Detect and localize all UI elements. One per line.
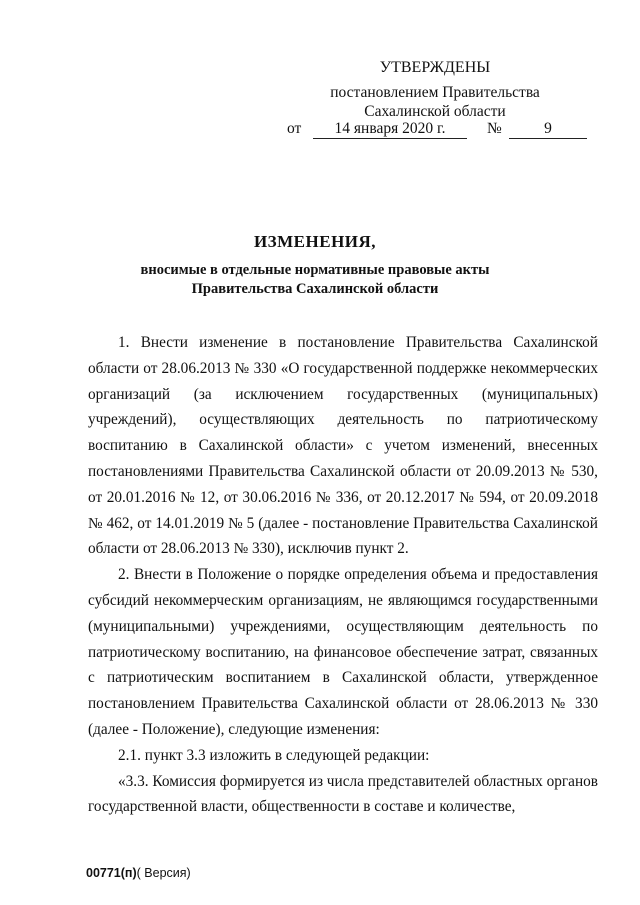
document-title: ИЗМЕНЕНИЯ, xyxy=(253,232,377,251)
approval-dateline xyxy=(287,119,587,139)
subtitle-line-2: Правительства Сахалинской области xyxy=(191,281,439,297)
document-version: ( Версия) xyxy=(136,866,191,880)
approval-line-1: постановлением Правительства xyxy=(330,84,540,101)
approval-title: УТВЕРЖДЕНЫ xyxy=(379,59,491,76)
paragraph-2: 2. Внести в Положение о порядке определения объема и предоставления субсидий некоммерческим организациям, не являющимся государственными (муниципальными) учреждениями, осуществляющим деятельность по патриотическому воспитанию, на финансовое обеспечение затрат, связанных с патриотическим воспитанием в Сахалинской области, утвержденное постановлением Правительства Сахалинской области от 28.06.2013 № 330 (далее - Положение), следующие изменения: xyxy=(88,566,598,738)
paragraph-2-1: 2.1. пункт 3.3 изложить в следующей редакции: xyxy=(118,746,430,764)
approval-number: 9 xyxy=(509,119,587,139)
subtitle-line-1: вносимые в отдельные нормативные правовые акты xyxy=(140,262,490,278)
document-code: 00771(п) xyxy=(86,866,137,880)
page-footer xyxy=(86,866,191,880)
approval-line-2: Сахалинской области xyxy=(364,103,506,120)
document-body xyxy=(88,330,598,820)
document-heading xyxy=(100,232,530,299)
document-subtitle xyxy=(100,261,530,299)
paragraph-1: 1. Внести изменение в постановление Правительства Сахалинской области от 28.06.2013 № 330 «О государственной поддержке некоммерческих организаций (за исключением государственных (муниципальных) учреждений), осуществляющих деятельность по патриотическому воспитанию в Сахалинской области» с учетом изменений, внесенных постановлениями Правительства Сахалинской области от 20.09.2013 № 530, от 20.01.2016 № 12, от 30.06.2016 № 336, от 20.12.2017 № 594, от 20.09.2018 № 462, от 14.01.2019 № 5 (далее - постановление Правительства Сахалинской области от 28.06.2013 № 330), исключив пункт 2. xyxy=(88,334,598,558)
paragraph-3-3-quote: «3.3. Комиссия формируется из числа представителей областных органов государственной власти, общественности в составе и количестве, xyxy=(88,772,598,816)
number-label: № xyxy=(487,120,502,137)
date-from-label: от xyxy=(287,120,302,137)
approval-date: 14 января 2020 г. xyxy=(313,119,467,139)
approval-stamp xyxy=(330,58,540,121)
